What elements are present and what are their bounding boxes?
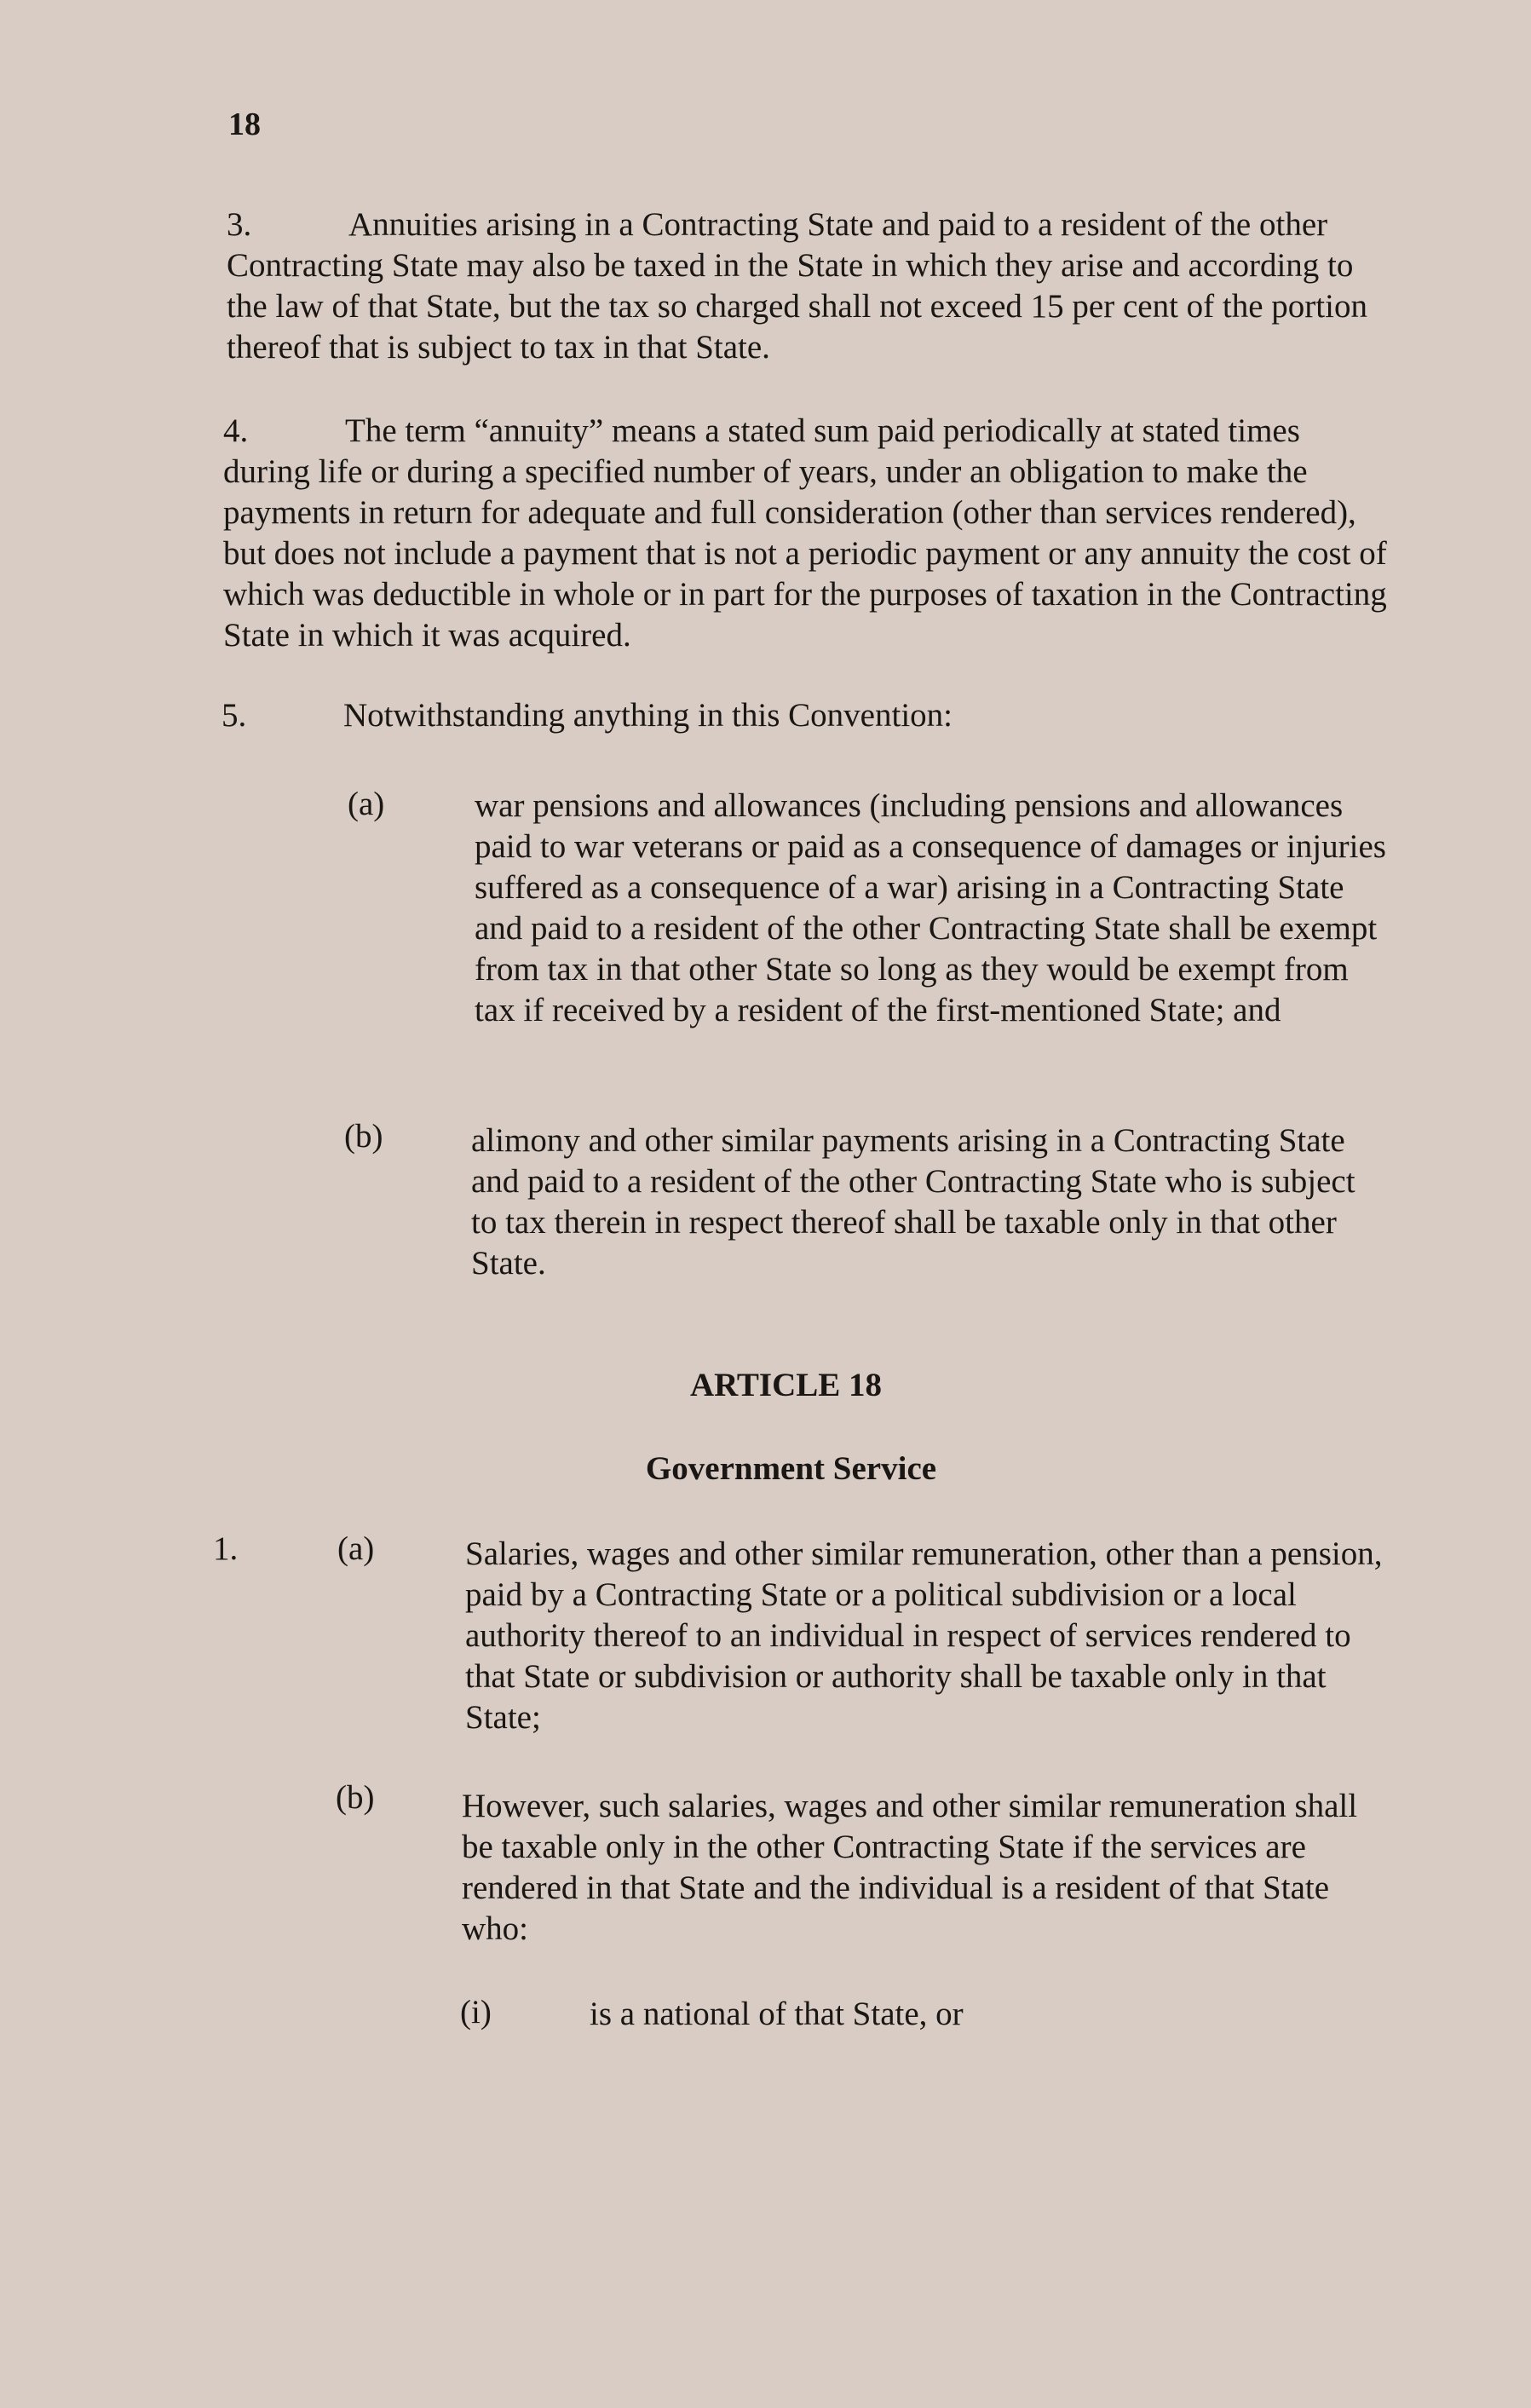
article-paragraph-1-i-marker: (i) bbox=[460, 1994, 492, 2031]
paragraph-5-number: 5. bbox=[222, 697, 247, 734]
paragraph-3-text: Annuities arising in a Contracting State and paid to a resident of the other Contracting State may also be taxed in the State in which they arise and according to the law of that State, but the tax so charged shall not exceed 15 per cent of the portion thereof that is subject to tax in that State. bbox=[227, 206, 1367, 366]
paragraph-5-b-text: alimony and other similar payments arising in a Contracting State and paid to a resident of the other Contracting State who is subject to tax therein in respect thereof shall be taxable only in that other State. bbox=[471, 1122, 1355, 1282]
article-paragraph-1-i-text: is a national of that State, or bbox=[590, 1996, 964, 2032]
paragraph-5-b-marker: (b) bbox=[344, 1118, 383, 1155]
paragraph-4-number: 4. bbox=[223, 412, 249, 449]
paragraph-3-number: 3. bbox=[227, 206, 252, 243]
paragraph-5-a-text: war pensions and allowances (including pensions and allowances paid to war veterans or paid as a consequence of damages or injuries suffered as a consequence of a war) arising in a Contracting State and paid to a resident of the other Contracting State shall be exempt from tax in that other State so long as they would be exempt from tax if received by a resident of the first-mentioned State; and bbox=[475, 787, 1386, 1028]
paragraph-3 bbox=[227, 205, 1394, 368]
article-title: ARTICLE 18 bbox=[689, 1367, 883, 1403]
paragraph-4-text: The term “annuity” means a stated sum paid periodically at stated times during life or during a specified number of years, under an obligation to make the payments in return for adequate and full consideration (other than services rendered), but does not include a payment that is not a periodic payment or any annuity the cost of which was deductible in whole or in part for the purposes of taxation in the Contracting State in which it was acquired. bbox=[223, 412, 1387, 654]
paragraph-4 bbox=[223, 411, 1394, 656]
article-paragraph-1-b-text: However, such salaries, wages and other similar remuneration shall be taxable only in the other Contracting State if the services are rendered in that State and the individual is a resident of that State who: bbox=[462, 1788, 1358, 1947]
article-subtitle: Government Service bbox=[645, 1450, 937, 1487]
article-paragraph-1-number: 1. bbox=[213, 1530, 239, 1567]
paragraph-5 bbox=[222, 695, 1389, 736]
paragraph-5-a-marker: (a) bbox=[348, 786, 385, 822]
paragraph-5-text: Notwithstanding anything in this Convention: bbox=[343, 697, 953, 734]
article-paragraph-1-a-marker: (a) bbox=[337, 1530, 375, 1567]
article-paragraph-1-a-text: Salaries, wages and other similar remuneration, other than a pension, paid by a Contracting State or a political subdivision or a local authority thereof to an individual in respect of services rendered to that State or subdivision or authority shall be taxable only in that State; bbox=[465, 1535, 1383, 1736]
article-paragraph-1-b-marker: (b) bbox=[336, 1779, 375, 1816]
page-number: 18 bbox=[228, 107, 261, 142]
